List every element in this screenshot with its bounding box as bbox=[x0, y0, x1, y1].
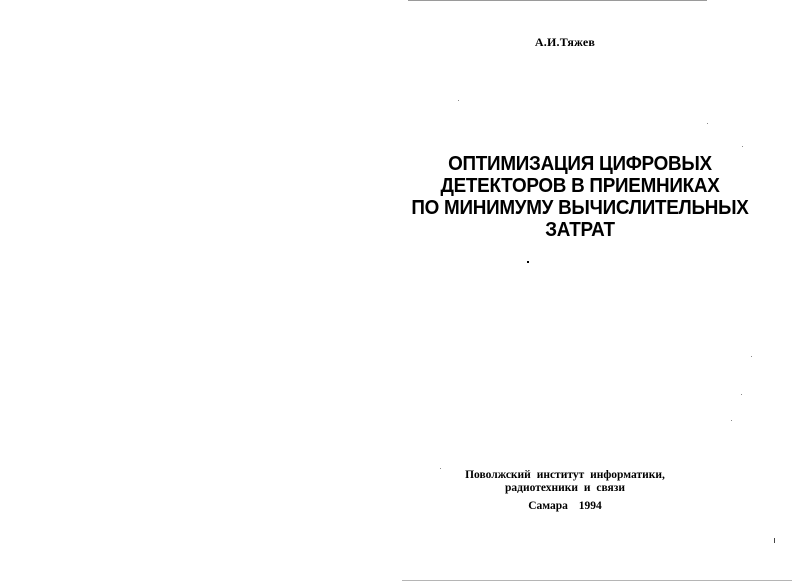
print-dot bbox=[527, 261, 529, 263]
scan-edge-mark bbox=[774, 538, 775, 543]
scan-speck bbox=[751, 356, 752, 357]
title-line: ПО МИНИМУМУ ВЫЧИСЛИТЕЛЬНЫХ bbox=[411, 196, 749, 219]
title-line: ЗАТРАТ bbox=[545, 218, 615, 241]
title-line: ДЕТЕКТОРОВ В ПРИЕМНИКАХ bbox=[440, 174, 720, 197]
scan-speck bbox=[741, 394, 742, 395]
book-title bbox=[396, 153, 764, 241]
scan-speck bbox=[742, 146, 743, 147]
city-year: Самара 1994 bbox=[528, 500, 602, 512]
top-page-edge bbox=[408, 0, 707, 1]
scan-speck bbox=[458, 100, 459, 101]
author-name: А.И.Тяжев bbox=[534, 35, 596, 49]
title-line: ОПТИМИЗАЦИЯ ЦИФРОВЫХ bbox=[448, 152, 712, 175]
scan-speck bbox=[731, 420, 732, 421]
publisher-line: радиотехники и связи bbox=[505, 482, 625, 494]
publisher-line: Поволжский институт информатики, bbox=[465, 469, 665, 481]
scan-speck bbox=[707, 123, 708, 124]
title-page bbox=[402, 0, 799, 585]
bottom-page-edge bbox=[402, 580, 792, 581]
publisher bbox=[430, 469, 700, 495]
